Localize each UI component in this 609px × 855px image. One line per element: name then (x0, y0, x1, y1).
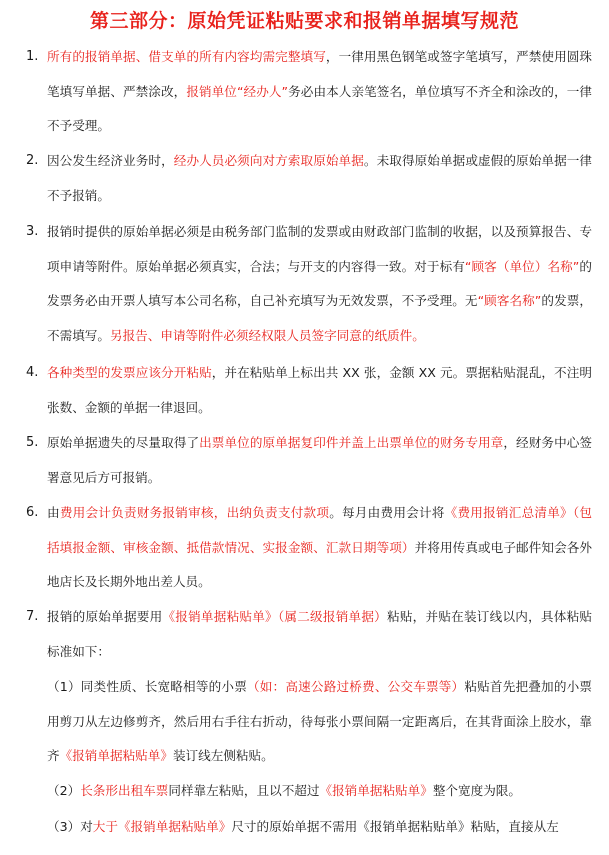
text-segment: 各种类型的发票应该分开粘贴 (47, 365, 212, 380)
text-segment: 所有的报销单据、借支单的所有内容均需完整填写 (47, 49, 326, 64)
text-segment: 费用会计负责财务报销审核，出纳负责支付款项 (59, 505, 330, 520)
text-segment: 报销的原始单据要用 (47, 609, 163, 624)
item-text (47, 496, 592, 600)
item-number: 6. (26, 505, 39, 520)
text-segment: 长条形出租车票 (80, 783, 169, 798)
text-segment: 同样靠左粘贴，且以不超过 (168, 783, 320, 798)
text-segment: 并将用传真或电子邮件知会各外地店长及长期外地出差人员。 (47, 539, 593, 589)
text-segment: 的发票务必由开票人填写本公司名称，自己补充填写为无效发票，不予受理。无 (47, 258, 593, 308)
text-segment: 因公发生经济业务时， (47, 153, 174, 168)
text-segment: 由 (47, 505, 60, 520)
text-segment: 出票单位的原单据复印件并盖上出票单位的财务专用章 (199, 435, 504, 450)
text-segment: 《报销单据粘贴单》 (59, 748, 173, 763)
text-segment: ，并在粘贴单上标出共 XX 张，金额 XX 元。票据粘贴混乱，不注明张数、金额的单据一律退回。 (47, 365, 592, 415)
text-segment: （3）对 (47, 819, 93, 834)
item-number: 7. (26, 609, 39, 624)
text-segment: “顾客名称” (477, 293, 542, 308)
text-segment: 尺寸的原始单据不需用《报销单据粘贴单》粘贴，直接从左 (231, 819, 559, 834)
sub-item-2 (47, 774, 592, 809)
text-segment: 《报销单据粘贴单》（属二级报销单据） (162, 609, 388, 624)
text-segment: 务必由本人亲笔签名，单位填写不齐全和涂改的，一律不予受理。 (47, 83, 593, 133)
text-segment: 《报销单据粘贴单》 (117, 819, 232, 834)
text-segment: 装订线左侧粘贴。 (172, 748, 274, 763)
page-title: 第三部分：原始凭证粘贴要求和报销单据填写规范 (89, 10, 519, 32)
item-number: 5. (26, 435, 39, 450)
sub-item-1 (47, 670, 592, 774)
text-segment: （如：高速公路过桥费、公交车票等） (246, 679, 465, 694)
text-segment: 《报销单据粘贴单》 (319, 783, 433, 798)
text-segment: 报销单位“经办人” (186, 83, 289, 99)
text-segment: 《费用报销汇总清单》（包括填报金额、审核金额、抵借款情况、实报金额、汇款日期等项） (47, 505, 593, 555)
item-number: 1. (26, 49, 39, 64)
text-segment: （1）同类性质、长宽略相等的小票 (47, 679, 247, 694)
item-text (47, 356, 592, 425)
text-segment: 经办人员必须向对方索取原始单据 (173, 153, 364, 168)
item-number: 4. (26, 365, 39, 380)
item-text (47, 600, 592, 669)
text-segment: 另报告、申请等附件必须经权限人员签字同意的纸质件。 (109, 327, 425, 343)
text-segment: 大于 (92, 819, 118, 834)
item-text (47, 215, 592, 353)
item-number: 3. (26, 224, 39, 239)
text-segment: 整个宽度为限。 (432, 783, 521, 798)
text-segment: 报销时提供的原始单据必须是由税务部门监制的发票或由财政部门监制的收据，以及预算报告、专项申请等附件。原始单据必须真实，合法；与开支的内容得一致。对于标有 (47, 224, 592, 274)
text-segment: 的发票，不需填写。 (47, 293, 592, 343)
text-segment: 。每月由费用会计将 (329, 505, 445, 520)
item-number: 2. (26, 153, 39, 168)
text-segment: 粘贴，并贴在装订线以内，具体粘贴标准如下： (47, 609, 593, 659)
text-segment: “顾客（单位）名称” (464, 258, 580, 274)
item-text (47, 144, 592, 213)
text-segment: 。未取得原始单据或虚假的原始单据一律不予报销。 (47, 153, 593, 203)
text-segment: ，一律用黑色钢笔或签字笔填写，严禁使用圆珠笔填写单据、严禁涂改， (47, 49, 593, 99)
text-segment: 粘贴首先把叠加的小票用剪刀从左边修剪齐，然后用右手往右折动，待每张小票间隔一定距离后，在其背面涂上胶水，靠齐 (47, 679, 593, 763)
text-segment: ，经财务中心签署意见后方可报销。 (47, 435, 593, 485)
item-text (47, 40, 592, 144)
text-segment: （2） (47, 783, 81, 798)
text-segment: 原始单据遗失的尽量取得了 (47, 435, 200, 450)
item-text (47, 426, 592, 495)
sub-item-3 (47, 810, 592, 845)
